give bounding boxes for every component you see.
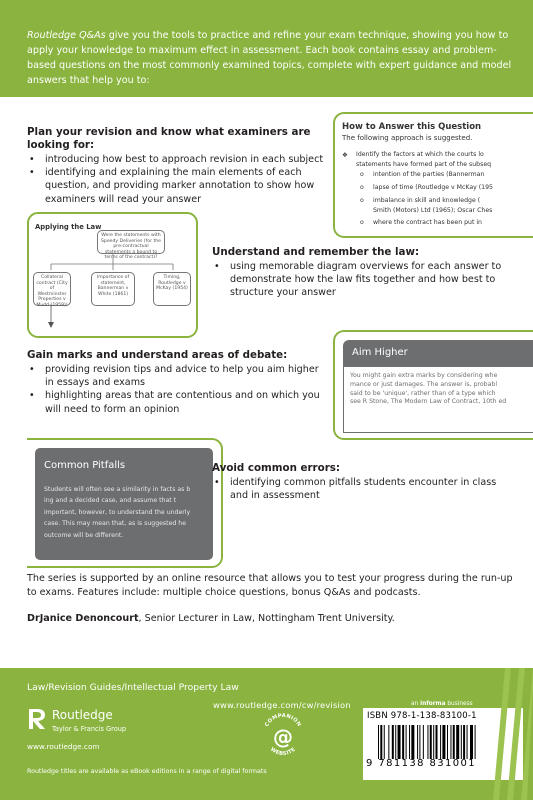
ebook-note: Routledge titles are available as eBook editions in a range of digital formats	[27, 768, 267, 775]
author-line	[27, 613, 395, 624]
section-heading: Avoid common errors:	[212, 462, 341, 474]
barcode-digits: 9 781138 831001	[366, 758, 477, 769]
how-to-answer-line: Identify the factors at which the courts lo	[356, 151, 484, 158]
decorative-stripes	[493, 668, 533, 800]
diagram-box: Timing, Routledge v McKay (1954)	[153, 272, 191, 306]
subject-category: Law/Revision Guides/Intellectual Property Law	[27, 682, 239, 693]
author-name: DrJanice Denoncourt	[27, 613, 139, 624]
circle-bullet-icon: o	[360, 171, 364, 178]
diagram-question-box: Were the statements with Speedy Deliveries (for the pre-contractual statements a bound to terms of the contract)?	[97, 230, 165, 254]
aim-higher-body	[343, 367, 533, 433]
intro-text: give you the tools to practice and refine your exam technique, showing you how to apply your knowledge to maximum effect in assessment. Each book contains essay and problem-based questions on the most commonly examined topics, complete with expert guidance and model answers that help you to:	[27, 30, 512, 86]
routledge-logo-icon	[26, 707, 48, 731]
bullet-item: • identifying common pitfalls students encounter in class and in assessment	[212, 476, 512, 502]
how-to-answer-line: statements have formed part of the subseq	[356, 161, 492, 168]
section-plan-revision	[27, 126, 327, 206]
common-pitfalls-line: outcome will be different.	[44, 531, 124, 539]
aim-higher-header	[343, 340, 533, 367]
series-paragraph: The series is supported by an online resource that allows you to test your progress during the run-up to exams. Features include: multiple choice questions, bonus Q&As and podcasts.	[27, 573, 513, 598]
common-pitfalls-line: Students will often see a similarity in facts as b	[44, 486, 191, 493]
section-heading: Understand and remember the law:	[212, 246, 420, 258]
section-heading: Plan your revision and know what examiners are looking for:	[27, 126, 311, 151]
aim-higher-line: see R Stone, The Modern Law of Contract, 10th ed	[350, 398, 507, 406]
bullet-item: • identifying and explaining the main elements of each question, and providing marker annotation to show how examiners will read your answer	[27, 166, 327, 206]
how-to-answer-panel	[333, 112, 533, 238]
svg-text:COMPANION: COMPANION	[264, 712, 302, 728]
intro-paragraph	[27, 28, 512, 88]
svg-text:@: @	[273, 725, 293, 749]
common-pitfalls-line: ing and a decided case, and assume that t	[44, 497, 177, 505]
companion-url[interactable]: www.routledge.com/cw/revision	[213, 700, 351, 710]
bullet-item: • providing revision tips and advice to help you aim higher in essays and exams	[27, 363, 329, 389]
circle-bullet-icon: o	[360, 219, 364, 226]
applying-the-law-panel	[27, 212, 198, 338]
section-heading: Gain marks and understand areas of debate:	[27, 349, 288, 361]
aim-higher-title: Aim Higher	[352, 347, 408, 358]
intro-brand: Routledge Q&As	[27, 30, 106, 41]
common-pitfalls-line: case. This may mean that, as is suggested he	[44, 520, 187, 528]
aim-higher-line: said to be 'unique', rather than of a type which	[350, 389, 496, 397]
author-role: , Senior Lecturer in Law, Nottingham Trent University.	[138, 613, 395, 624]
diagram-box: Importance of statement, Bannerman v White (1861)	[91, 272, 135, 306]
diamond-bullet-icon: ❖	[342, 151, 348, 159]
aim-higher-panel	[333, 330, 533, 440]
how-to-answer-subtitle: The following approach is suggested.	[342, 134, 473, 142]
circle-bullet-icon: o	[360, 197, 364, 204]
bullet-item: • using memorable diagram overviews for each answer to demonstrate how the law fits together and how best to structure your answer	[212, 260, 512, 300]
common-pitfalls-panel	[27, 438, 223, 568]
common-pitfalls-body	[44, 484, 190, 541]
how-to-answer-line: lapse of time (Routledge v McKay (195	[373, 184, 493, 191]
how-to-answer-line: Smith (Motors) Ltd (1965); Oscar Ches	[373, 207, 493, 214]
how-to-answer-line: imbalance in skill and knowledge (	[373, 197, 481, 204]
section-understand-law	[212, 246, 512, 300]
bullet-item: • highlighting areas that are contentious and on which you will need to form an opinion	[27, 389, 329, 415]
how-to-answer-line: intention of the parties (Bannerman	[373, 171, 485, 178]
publisher-name: Routledge	[52, 708, 113, 722]
how-to-answer-title: How to Answer this Question	[342, 122, 482, 132]
svg-text:WEBSITE: WEBSITE	[269, 746, 297, 758]
common-pitfalls-box	[35, 448, 213, 560]
common-pitfalls-line: important, however, to understand the underly	[44, 508, 191, 516]
publisher-website[interactable]: www.routledge.com	[27, 742, 100, 751]
section-gain-marks	[27, 349, 329, 416]
diagram-box: Collateral contract (City of Westminster Properties v Mudd (1959))	[33, 272, 71, 306]
section-avoid-errors	[212, 462, 512, 502]
aim-higher-line: mance or just damages. The answer is, probabl	[350, 380, 498, 388]
common-pitfalls-title: Common Pitfalls	[44, 460, 126, 471]
circle-bullet-icon: o	[360, 184, 364, 191]
bullet-item: • introducing how best to approach revision in each subject	[27, 153, 327, 166]
companion-website-badge-icon	[260, 708, 306, 758]
applying-the-law-title: Applying the Law	[35, 223, 102, 231]
isbn-label: ISBN 978-1-138-83100-1	[367, 711, 477, 721]
informa-note: an informa business	[411, 701, 473, 707]
publisher-tagline: Taylor & Francis Group	[52, 725, 127, 733]
aim-higher-line: You might gain extra marks by considering whe	[350, 372, 498, 379]
barcode-icon	[378, 725, 510, 759]
how-to-answer-line: where the contract has been put in	[373, 219, 482, 226]
